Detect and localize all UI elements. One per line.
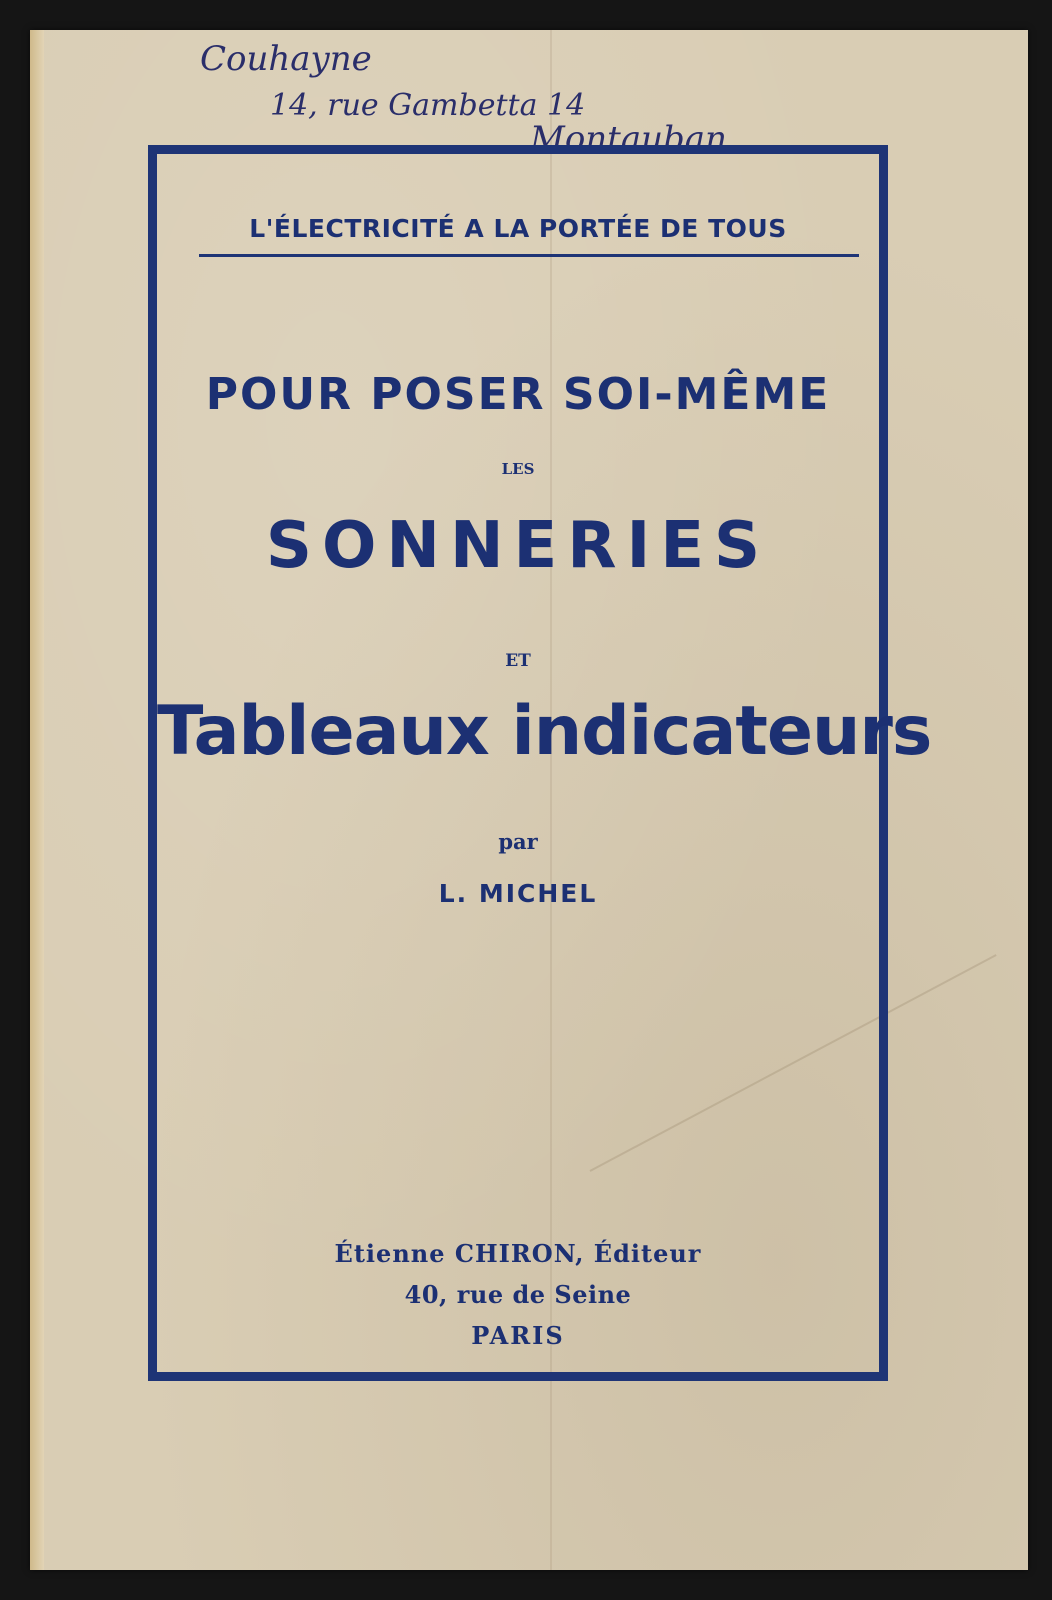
- inscription-name: Couhayne: [200, 39, 372, 79]
- by-label: par: [498, 829, 538, 854]
- spine-edge: [30, 30, 44, 1570]
- series-title: L'ÉLECTRICITÉ A LA PORTÉE DE TOUS: [249, 214, 787, 243]
- title-frame: [148, 145, 932, 1381]
- publisher-name: Étienne CHIRON, Éditeur: [334, 1239, 702, 1268]
- publisher-city: PARIS: [471, 1321, 565, 1350]
- series-underline: [199, 254, 859, 257]
- inscription-town: Montauban: [530, 119, 727, 159]
- title-line-1: POUR POSER SOI-MÊME: [205, 369, 831, 420]
- book-cover: [30, 30, 1028, 1570]
- publisher-address: 40, rue de Seine: [404, 1280, 632, 1309]
- title-et: ET: [505, 651, 531, 671]
- title-main: SONNERIES: [265, 509, 771, 583]
- handwritten-inscription: [160, 30, 900, 160]
- inscription-street: 14, rue Gambetta 14: [270, 88, 586, 123]
- author-name: L. MICHEL: [438, 879, 598, 908]
- title-les: LES: [501, 460, 535, 478]
- title-line-2: Tableaux indicateurs: [157, 692, 932, 771]
